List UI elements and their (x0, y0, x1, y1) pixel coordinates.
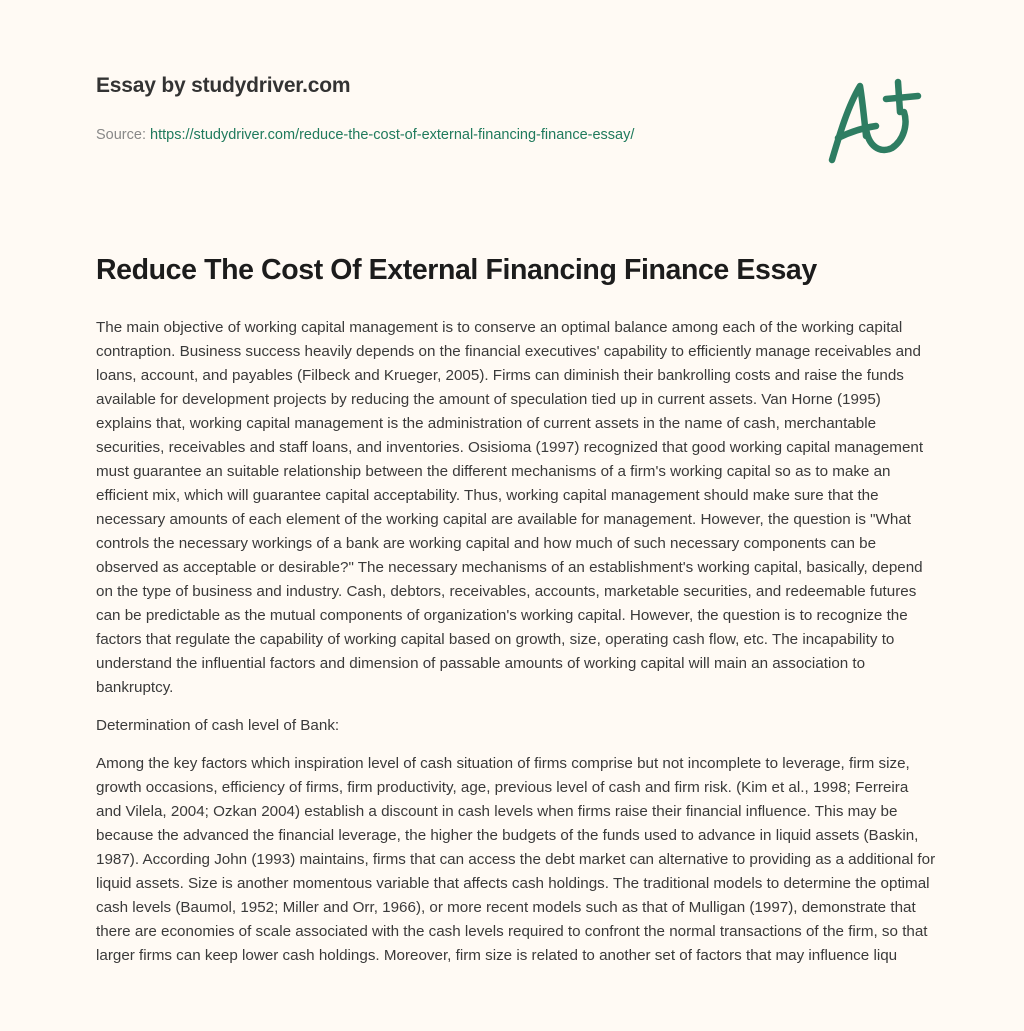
essay-body (96, 316, 936, 982)
source-line (96, 127, 796, 143)
essay-paragraph: Among the key factors which inspiration level of cash situation of firms comprise but not incomplete to leverage, firm size, growth occasions, efficiency of firms, firm productivity, age, previous level of cash and firm risk. (Kim et al., 1998; Ferreira and Vilela, 2004; Ozkan 2004) establish a discount in cash levels when firms raise their financial influence. This may be because the advanced the financial leverage, the higher the budgets of the funds used to advance in liquid assets (Baskin, 1987). According John (1993) maintains, firms that can access the debt market can alternative to providing as a additional for liquid assets. Size is another momentous variable that affects cash holdings. The traditional models to determine the optimal cash levels (Baumol, 1952; Miller and Orr, 1966), or more recent models such as that of Mulligan (1997), demonstrate that there are economies of scale associated with the cash levels required to confront the normal transactions of the firm, so that larger firms can keep lower cash holdings. Moreover, firm size is related to another set of factors that may influence liqu (96, 755, 936, 964)
section-heading: Determination of cash level of Bank: (96, 717, 340, 734)
site-header (96, 74, 796, 143)
essay-title: Reduce The Cost Of External Financing Finance Essay (96, 254, 817, 286)
a-plus-grade-icon (822, 68, 932, 168)
essay-paragraph: The main objective of working capital management is to conserve an optimal balance among each of the working capital contraption. Business success heavily depends on the financial executives' capability to efficiently manage receivables and loans, account, and payables (Filbeck and Krueger, 2005). Firms can diminish their bankrolling costs and raise the funds available for development projects by reducing the amount of speculation tied up in current assets. Van Horne (1995) explains that, working capital management is the administration of current assets in the name of cash, merchantable securities, receivables and staff loans, and inventories. Osisioma (1997) recognized that good working capital management must guarantee an suitable relationship between the different mechanisms of a firm's working capital so as to make an efficient mix, which will guarantee capital acceptability. Thus, working capital management should make sure that the necessary amounts of each element of the working capital are available for management. However, the question is "What controls the necessary workings of a bank are working capital and how much of such necessary components can be observed as acceptable or desirable?" The necessary mechanisms of an establishment's working capital, basically, depend on the type of business and industry. Cash, debtors, receivables, accounts, marketable securities, and redeemable futures can be predictable as the mutual components of organization's working capital. However, the question is to recognize the factors that regulate the capability of working capital based on growth, size, operating cash flow, etc. The incapability to understand the influential factors and dimension of passable amounts of working capital will main an association to bankruptcy. (96, 319, 924, 696)
source-label: Source: (96, 127, 146, 143)
brand-title: Essay by studydriver.com (96, 74, 351, 97)
source-link[interactable]: https://studydriver.com/reduce-the-cost-of-external-financing-finance-essay/ (150, 127, 635, 143)
